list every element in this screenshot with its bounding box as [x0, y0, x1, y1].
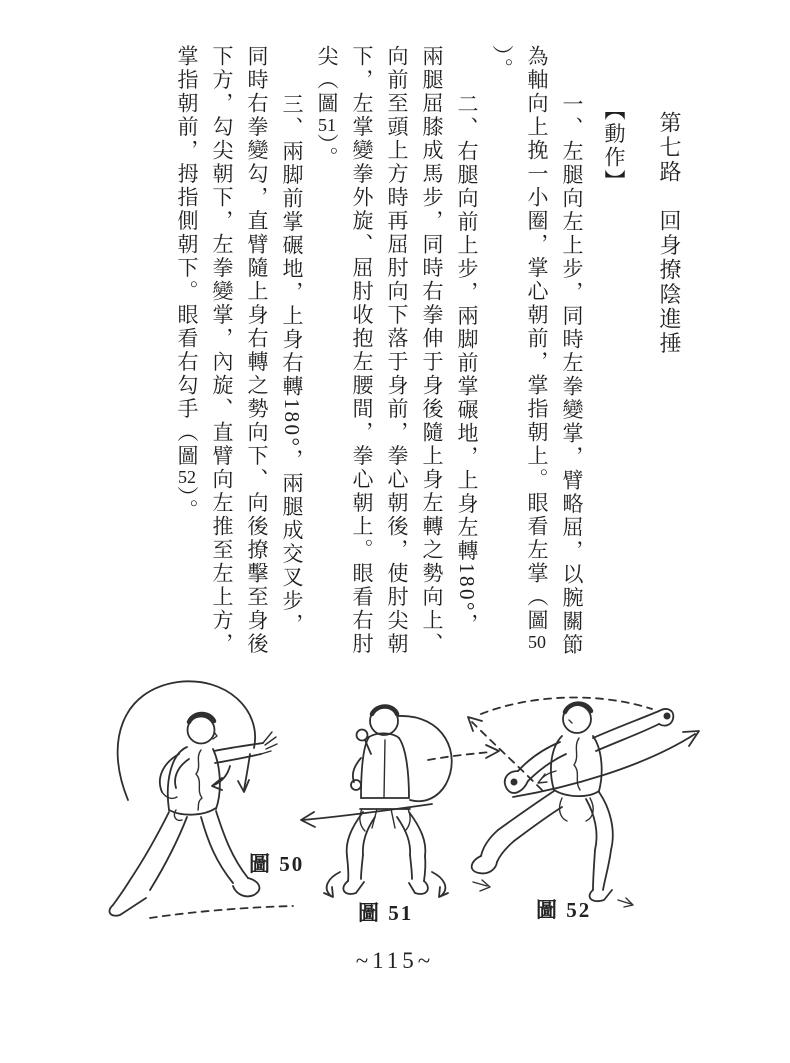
right-leg-outer: [409, 812, 425, 856]
motion-arc: [118, 681, 255, 800]
back-foot: [109, 898, 146, 916]
sash-knot: [174, 810, 182, 820]
right-shin: [593, 850, 611, 890]
text-column-10: 同時右拳變勾，直臂隨上身右轉之勢向下、向後撩擊至身後: [245, 45, 269, 656]
right-leg-inner: [397, 817, 410, 855]
ground-dashed-line: [150, 906, 293, 918]
face: [569, 720, 572, 723]
right-foot: [409, 881, 428, 894]
hair: [565, 704, 591, 712]
left-leg-outer: [347, 812, 363, 856]
back-seam: [384, 740, 385, 798]
figure-52-label: 圖 52: [536, 898, 592, 922]
figure-50-drawing: [109, 681, 293, 918]
direction-arrows: [428, 717, 542, 790]
text-column-5: 兩腿屈膝成馬步，同時右拳伸于身後隨上身左轉之勢向上、: [420, 45, 444, 656]
text-column-8: 尖（圖51）。: [315, 45, 339, 170]
waist-arrow: [539, 771, 556, 782]
sash: [554, 790, 599, 796]
front-leg-outer: [216, 811, 248, 878]
torso-left: [168, 747, 187, 810]
right-arm-bottom: [596, 724, 659, 751]
figure-52-drawing: [472, 698, 699, 907]
down-arrow-head: [238, 780, 249, 792]
left-shoe: [472, 856, 497, 873]
chapter-title: 第七路 回身撩陰進捶: [657, 111, 682, 356]
figure-50-label: 圖 50: [249, 852, 305, 876]
back-leg-outer: [113, 812, 169, 905]
sweep-arrow-head: [683, 731, 699, 746]
figure-51-drawing: [301, 707, 452, 898]
hair: [372, 707, 397, 715]
right-leg-inner: [586, 799, 597, 850]
right-leg-outer: [599, 792, 613, 850]
dashed-arrow-right-head: [486, 745, 499, 758]
section-header-action: 【動作】: [602, 99, 626, 193]
text-column-4: 二、右腿向前上步，兩脚前掌碾地，上身左轉180°，: [455, 93, 479, 637]
left-fist-fill: [511, 779, 518, 786]
text-column-9: 三、兩脚前掌碾地，上身右轉180°，兩腿成交叉步，: [280, 93, 304, 637]
hook-hand-fill: [664, 713, 671, 720]
left-arm-bottom: [528, 754, 566, 781]
left-fist: [351, 780, 361, 790]
extended-arm-top: [214, 743, 263, 751]
left-arm: [353, 758, 361, 782]
open-palm: [261, 732, 277, 754]
fist-at-face: [357, 730, 368, 741]
left-leg-bottom: [514, 807, 562, 841]
text-column-7: 下，左掌變拳外旋、屈肘收抱左腰間，拳心朝上。眼看右肘: [350, 45, 374, 656]
right-arm-top: [593, 711, 659, 738]
right-shin: [410, 855, 425, 881]
left-shin: [347, 855, 363, 881]
text-block: [164, 45, 682, 690]
text-column-2: 為軸向上挽一小圈，掌心朝前，掌指朝上。眼看左掌（圖50: [525, 45, 549, 651]
text-column-1: 一、左腿向左上步，同時左拳變掌，臂略屈，以腕關節: [560, 93, 584, 657]
left-leg-top: [498, 791, 554, 830]
back-right: [399, 738, 409, 798]
page-number: ~115~: [355, 948, 435, 973]
left-arm-top: [518, 742, 560, 771]
torso-right: [593, 736, 602, 791]
frog-buttons: [196, 750, 202, 810]
text-column-12: 掌指朝前，拇指側朝下。眼看右勾手（圖52）。: [175, 45, 199, 523]
dashed-arrow-upleft: [472, 722, 542, 790]
sash: [169, 808, 216, 815]
text-column-11: 下方，勾尖朝下，左拳變掌，內旋、直臂向左推至左上方，: [210, 45, 234, 656]
front-leg-inner: [201, 817, 233, 883]
extended-arm-bottom: [215, 754, 261, 763]
torso-right: [213, 749, 220, 809]
dashed-arrow-right: [428, 752, 490, 760]
left-foot: [343, 881, 364, 894]
text-column-6: 向前至頭上方時再屈肘向下落于身前，拳心朝後，使肘尖朝: [385, 45, 409, 656]
front-foot-upturned: [233, 878, 259, 896]
figure-51-label: 圖 51: [358, 901, 414, 925]
text-column-3: ）。: [490, 45, 514, 82]
right-foot: [590, 890, 612, 901]
back-leg-inner: [150, 817, 187, 890]
left-lower-leg: [481, 830, 514, 862]
akimbo-hand: [162, 792, 177, 798]
akimbo-arm-inner: [175, 759, 189, 788]
